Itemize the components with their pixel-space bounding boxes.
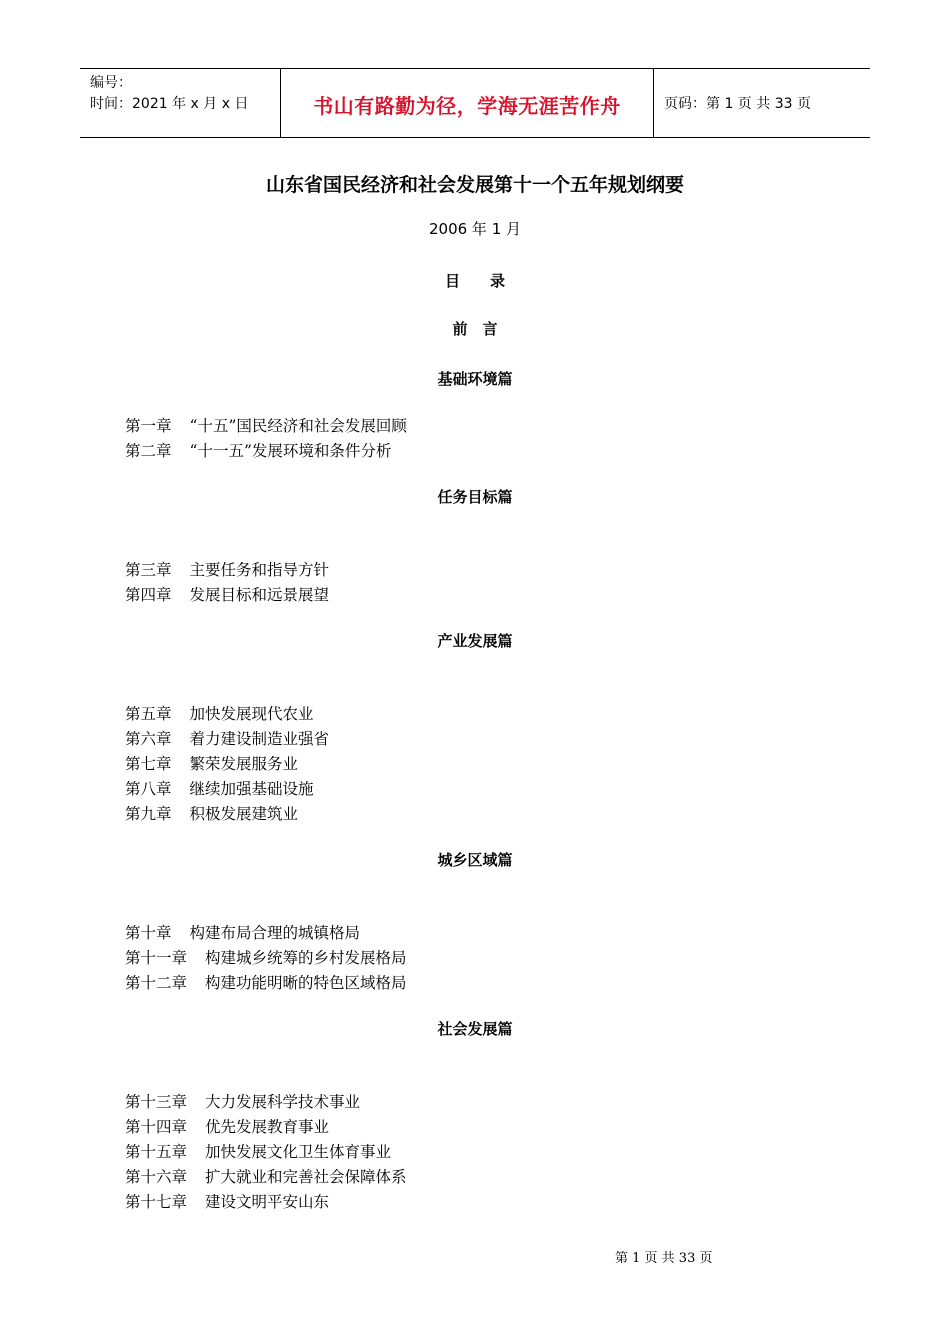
toc-entry [125,702,314,724]
time-label: 时间：2021 年 x 月 x 日 [90,96,249,112]
toc-entry [125,777,314,799]
section-heading: 产业发展篇 [437,632,513,650]
chapter-title: 加快发展现代农业 [189,705,314,723]
chapter-number: 第一章 [125,417,172,435]
chapter-number: 第四章 [125,586,172,604]
chapter-number: 第十一章 [125,949,188,967]
preface-heading: 前 言 [452,320,498,338]
chapter-title: 加快发展文化卫生体育事业 [205,1143,392,1161]
page-footer: 第 1 页 共 33 页 [615,1251,713,1266]
section-heading: 任务目标篇 [437,488,513,506]
chapter-number: 第十七章 [125,1193,188,1211]
toc-entry [125,727,329,749]
toc-entry [125,802,298,824]
motto-text: 书山有路勤为径，学海无涯苦作舟 [313,93,621,118]
chapter-number: 第九章 [125,805,172,823]
chapter-number: 第六章 [125,730,172,748]
chapter-title: 大力发展科学技术事业 [205,1093,361,1111]
section-heading: 社会发展篇 [437,1020,513,1038]
toc-entry [125,1165,407,1187]
header-right-cell [654,69,870,137]
document-title: 山东省国民经济和社会发展第十一个五年规划纲要 [265,174,684,196]
toc-entry [125,1090,360,1112]
chapter-number: 第五章 [125,705,172,723]
document-date: 2006 年 1 月 [428,220,522,238]
chapter-number: 第十四章 [125,1118,188,1136]
chapter-number: 第十六章 [125,1168,188,1186]
toc-entry [125,1190,329,1212]
chapter-title: “十五”国民经济和社会发展回顾 [189,417,407,435]
chapter-title: 优先发展教育事业 [205,1118,330,1136]
toc-entry [125,414,407,436]
chapter-title: 构建布局合理的城镇格局 [189,924,361,942]
chapter-title: 主要任务和指导方针 [189,561,330,579]
chapter-number: 第十五章 [125,1143,188,1161]
chapter-title: 构建城乡统筹的乡村发展格局 [205,949,407,967]
chapter-title: 繁荣发展服务业 [189,755,299,773]
toc-entry [125,946,407,968]
toc-entry [125,971,407,993]
toc-heading: 目 录 [444,272,505,290]
section-heading: 城乡区域篇 [437,851,513,869]
chapter-number: 第七章 [125,755,172,773]
chapter-number: 第十二章 [125,974,188,992]
chapter-number: 第八章 [125,780,172,798]
chapter-title: 积极发展建筑业 [189,805,299,823]
chapter-title: 扩大就业和完善社会保障体系 [205,1168,407,1186]
chapter-number: 第二章 [125,442,172,460]
chapter-title: 构建功能明晰的特色区域格局 [205,974,407,992]
toc-entry [125,439,391,461]
chapter-title: “十一五”发展环境和条件分析 [189,442,392,460]
chapter-number: 第十三章 [125,1093,188,1111]
section-heading: 基础环境篇 [437,370,513,388]
toc-entry [125,1115,329,1137]
header-middle-cell [281,69,654,137]
toc-entry [125,921,360,943]
toc-entry [125,583,329,605]
header-left-cell [80,69,281,137]
chapter-title: 建设文明平安山东 [205,1193,330,1211]
toc-entry [125,1140,391,1162]
chapter-number: 第十章 [125,924,172,942]
chapter-title: 发展目标和远景展望 [189,586,330,604]
toc-entry [125,752,298,774]
chapter-title: 继续加强基础设施 [189,780,314,798]
toc-entry [125,558,329,580]
document-header [80,68,870,138]
page-info: 页码：第 1 页 共 33 页 [664,96,811,112]
chapter-number: 第三章 [125,561,172,579]
number-label: 编号： [90,75,132,91]
chapter-title: 着力建设制造业强省 [189,730,330,748]
